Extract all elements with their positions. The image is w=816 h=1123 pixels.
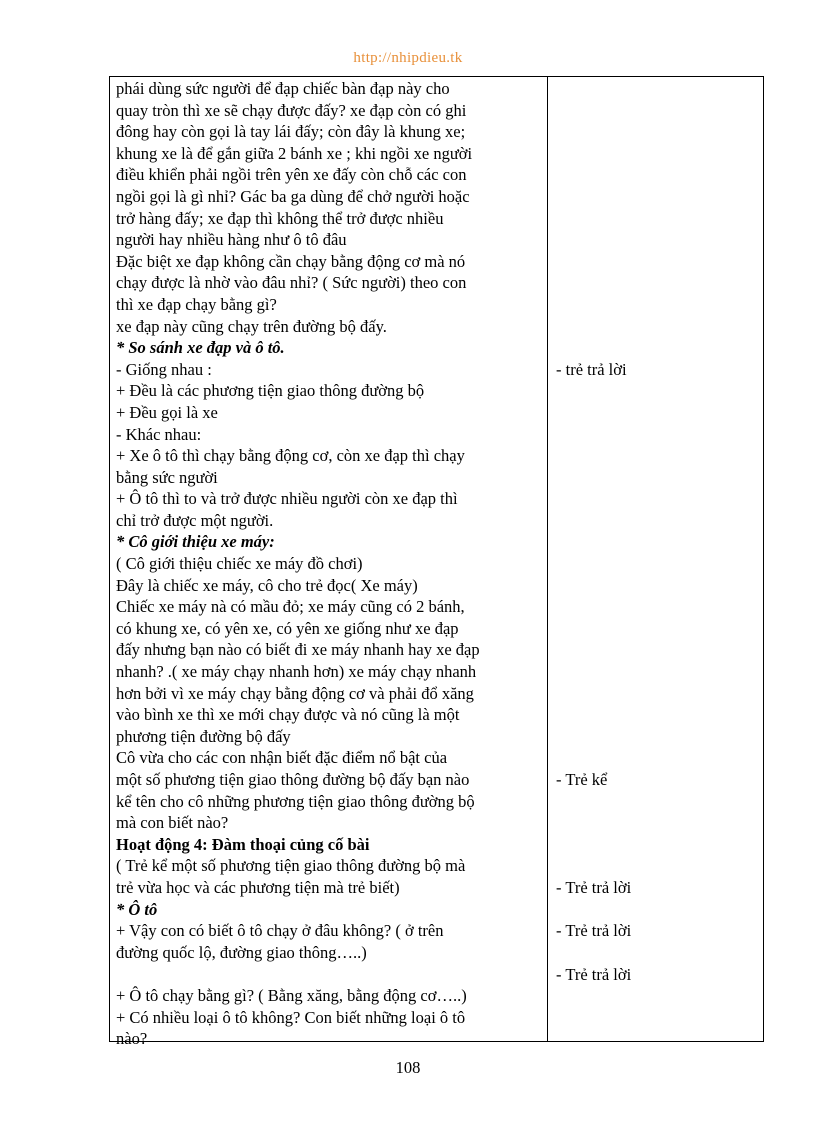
text-line: một số phương tiện giao thông đường bộ đấy bạn nào: [116, 770, 470, 789]
text-line: xe đạp này cũng chạy trên đường bộ đấy.: [116, 316, 387, 336]
text-line: chạy được là nhờ vào đâu nhỉ? ( Sức người) theo con: [116, 273, 467, 293]
text-line: có khung xe, có yên xe, có yên xe giống như xe đạp: [116, 618, 459, 638]
text-line: - Khác nhau:: [116, 424, 202, 444]
text-line: * Ô tô: [116, 899, 158, 919]
response-item: - Trẻ trả lời: [556, 878, 632, 898]
text-line: + Đều là các phương tiện giao thông đường bộ: [116, 381, 425, 401]
text-line: Cô vừa cho các con nhận biết đặc điểm nổ bật của: [116, 748, 448, 768]
text-line: + Vậy con có biết ô tô chạy ở đâu không? ( ở trên: [116, 921, 444, 941]
response-item: - Trẻ trả lời: [556, 921, 632, 941]
column-divider: [547, 77, 548, 1041]
text-line: trở hàng đấy; xe đạp thì không thể trở được nhiều: [116, 208, 444, 228]
text-line: quay tròn thì xe sẽ chạy được đấy? xe đạp còn có ghi: [116, 100, 467, 120]
text-line: phương tiện đường bộ đấy: [116, 726, 291, 746]
text-line: Hoạt động 4: Đàm thoại củng cố bài: [116, 834, 370, 854]
text-line: + Xe ô tô thì chạy bằng động cơ, còn xe đạp thì chạy: [116, 446, 465, 466]
text-line: [116, 963, 544, 985]
text-line: * So sánh xe đạp và ô tô.: [116, 338, 285, 358]
response-item: - Trẻ kể: [556, 770, 608, 790]
text-line: mà con biết nào?: [116, 813, 229, 833]
text-line: đấy nhưng bạn nào có biết đi xe máy nhanh hay xe đạp: [116, 640, 480, 660]
text-line: + Đều gọi là xe: [116, 402, 218, 422]
text-line: ( Cô giới thiệu chiếc xe máy đồ chơi): [116, 554, 363, 574]
text-line: hơn bởi vì xe máy chạy bằng động cơ và phải đổ xăng: [116, 683, 474, 703]
text-line: nhanh? .( xe máy chạy nhanh hơn) xe máy chạy nhanh: [116, 662, 477, 682]
text-line: đông hay còn gọi là tay lái đấy; còn đây là khung xe;: [116, 122, 466, 142]
text-line: ( Trẻ kể một số phương tiện giao thông đường bộ mà: [116, 856, 466, 876]
text-line: bằng sức người: [116, 467, 218, 487]
text-line: vào bình xe thì xe mới chạy được và nó cũng là một: [116, 705, 460, 725]
text-line: + Có nhiều loại ô tô không? Con biết những loại ô tô: [116, 1007, 466, 1027]
text-line: chỉ trở được một người.: [116, 510, 274, 530]
page-number: 108: [395, 1058, 421, 1077]
text-line: Đây là chiếc xe máy, cô cho trẻ đọc( Xe máy): [116, 575, 418, 595]
text-line: khung xe là để gắn giữa 2 bánh xe ; khi ngồi xe người: [116, 143, 473, 163]
text-line: nào?: [116, 1029, 148, 1049]
lesson-table: [109, 76, 764, 1049]
text-line: ngồi gọi là gì nhỉ? Gác ba ga dùng để chở người hoặc: [116, 186, 470, 206]
text-line: + Ô tô chạy bằng gì? ( Bằng xăng, bằng động cơ…..): [116, 985, 467, 1005]
text-line: trẻ vừa học và các phương tiện mà trẻ biết): [116, 877, 400, 897]
text-line: người hay nhiều hàng như ô tô đâu: [116, 230, 347, 250]
text-line: - Giống nhau :: [116, 359, 212, 379]
response-item: - Trẻ trả lời: [556, 964, 632, 984]
header-url: http://nhipdieu.tk: [353, 50, 463, 66]
text-line: thì xe đạp chạy bằng gì?: [116, 294, 277, 314]
text-line: Chiếc xe máy nà có mầu đỏ; xe máy cũng có 2 bánh,: [116, 597, 465, 617]
text-line: Đặc biệt xe đạp không cần chạy bằng động cơ mà nó: [116, 251, 466, 271]
text-line: kể tên cho cô những phương tiện giao thông đường bộ: [116, 791, 475, 811]
text-line: * Cô giới thiệu xe máy:: [116, 532, 275, 552]
text-line: phái dùng sức người để đạp chiếc bàn đạp này cho: [116, 79, 450, 98]
text-line: đường quốc lộ, đường giao thông…..): [116, 942, 367, 962]
text-line: điều khiển phải ngồi trên yên xe đấy còn chỗ các con: [116, 165, 467, 185]
text-line: + Ô tô thì to và trở được nhiều người còn xe đạp thì: [116, 489, 458, 509]
activity-column: [116, 78, 544, 1050]
response-item: - trẻ trả lời: [556, 359, 627, 379]
